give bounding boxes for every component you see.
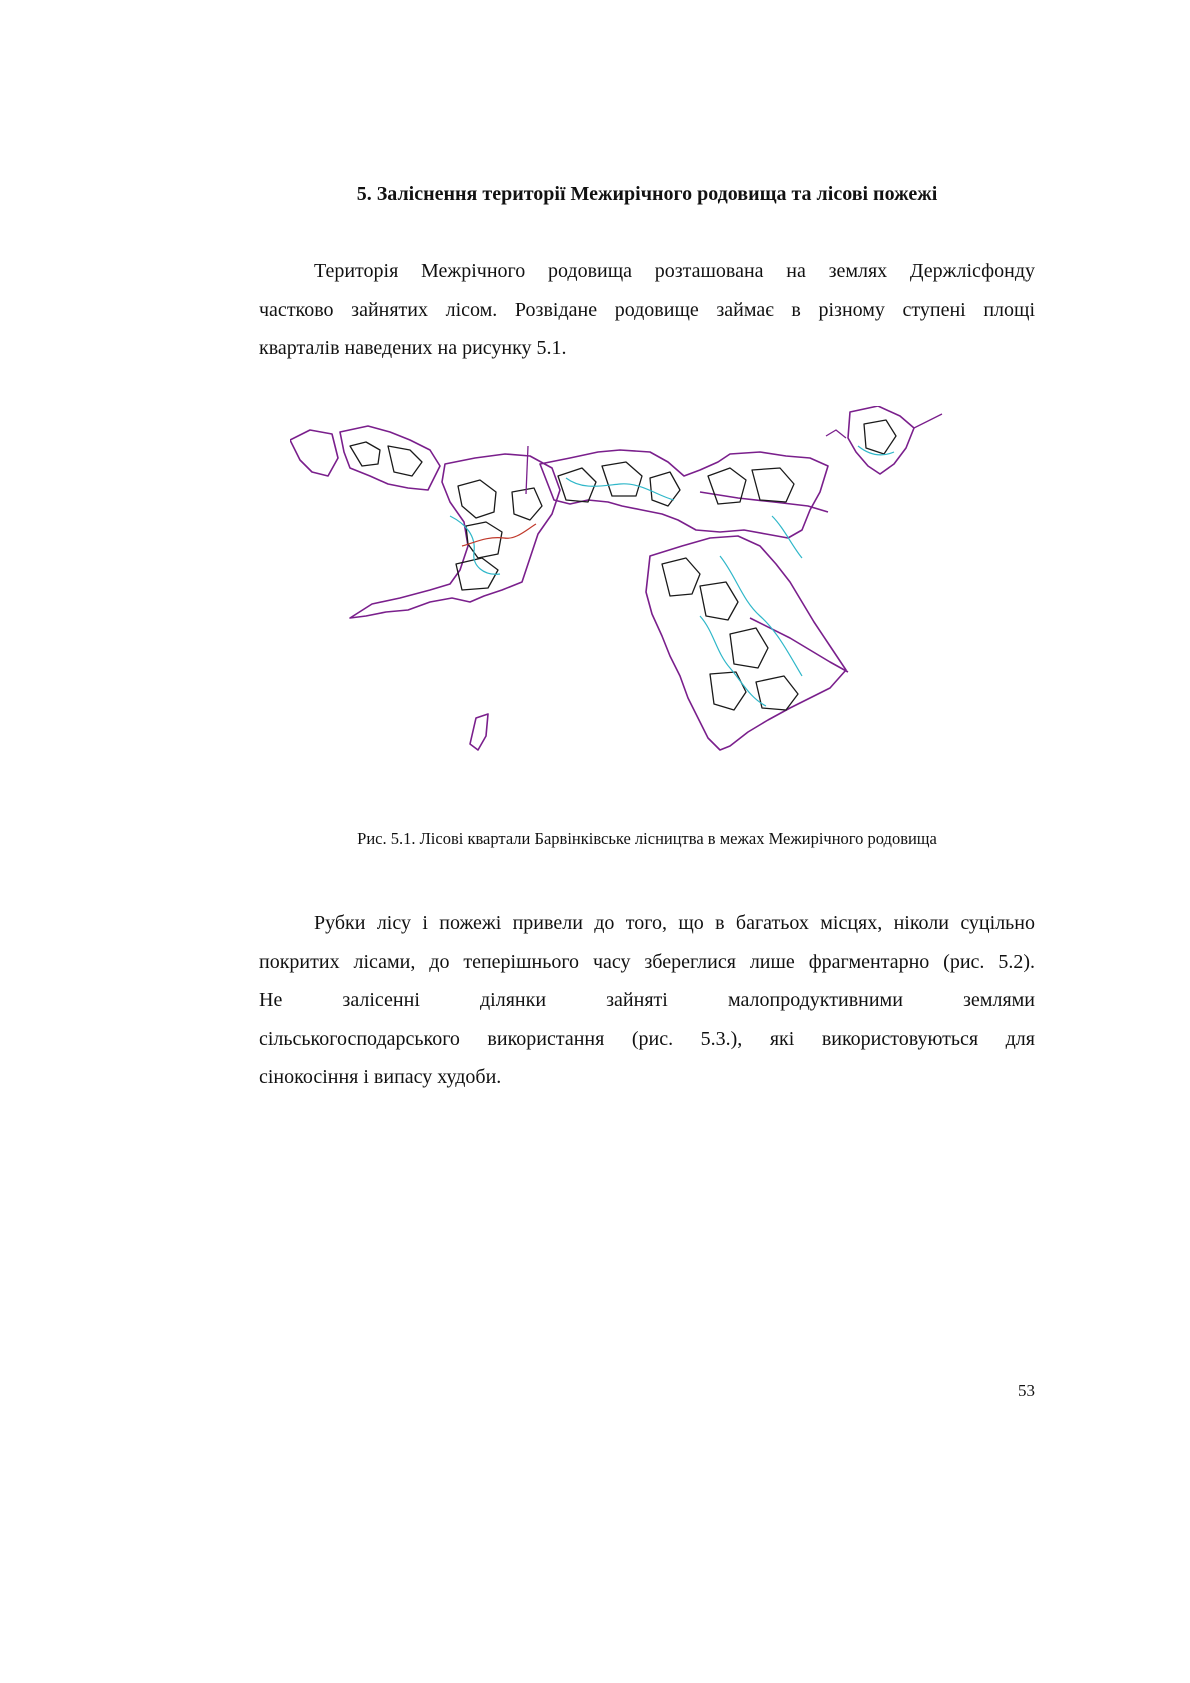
- map-parcel-northeast: [848, 406, 914, 474]
- map-tail-line: [826, 430, 846, 438]
- figure-caption: Рис. 5.1. Лісові квартали Барвінківське лісництва в межах Межирічного родовища: [357, 829, 937, 848]
- paragraph-line: сільськогосподарського використання (рис. 5.3.), які використовуються для: [259, 1027, 1035, 1050]
- map-contour: [662, 558, 700, 596]
- page-number: 53: [1018, 1381, 1035, 1400]
- paragraph-line: кварталів наведених на рисунку 5.1.: [259, 337, 567, 359]
- map-boundary-lines: [290, 406, 914, 750]
- map-tail-line: [914, 414, 942, 428]
- paragraph-line: покритих лісами, до теперішнього часу збереглися лише фрагментарно (рис. 5.2).: [259, 950, 1035, 973]
- map-road-lines: [462, 524, 536, 546]
- map-stream-lines: [450, 446, 894, 706]
- map-parcel-west: [290, 430, 338, 476]
- map-spur-line: [526, 446, 528, 494]
- map-contour: [512, 488, 542, 520]
- map-contour: [388, 446, 422, 476]
- section-title: 5. Заліснення території Межирічного родовища та лісові пожежі: [356, 183, 938, 205]
- map-stream: [720, 556, 802, 676]
- map-contour: [466, 522, 502, 558]
- paragraph-forests: [259, 904, 1035, 1097]
- map-contour: [730, 628, 768, 668]
- map-contour: [708, 468, 746, 504]
- map-parcel-central-west: [350, 454, 560, 618]
- map-boundary-diagonal: [700, 492, 828, 512]
- map-parcel-central: [540, 450, 828, 538]
- map-contour: [650, 472, 680, 506]
- map-contour: [700, 582, 738, 620]
- map-parcel-northwest: [340, 426, 440, 490]
- paragraph-line: Не залісенні ділянки зайняті малопродуктивними землями: [259, 989, 1035, 1011]
- paragraph-line: сінокосіння і випасу худоби.: [259, 1066, 502, 1088]
- paragraph-line: частково зайнятих лісом. Розвідане родовище займає в різному ступені площі: [259, 298, 1035, 321]
- map-parcel-southeast: [646, 536, 846, 750]
- map-road: [462, 524, 536, 546]
- map-contour: [350, 442, 380, 466]
- map-contour: [602, 462, 642, 496]
- map-parcel-south-small: [470, 714, 488, 750]
- map-contour: [756, 676, 798, 710]
- map-stream: [772, 516, 802, 558]
- map-contour: [864, 420, 896, 454]
- map-boundary-southeast-edge: [750, 618, 848, 672]
- forest-quarters-map: [290, 406, 1010, 814]
- paragraph-line: Територія Межрічного родовища розташована на землях Держлісфонду: [314, 260, 1035, 282]
- map-contour: [710, 672, 746, 710]
- map-contour: [458, 480, 496, 518]
- map-contour: [752, 468, 794, 502]
- map-contour-lines: [350, 420, 896, 710]
- paragraph-line: Рубки лісу і пожежі привели до того, що в багатьох місцях, ніколи суцільно: [314, 912, 1035, 934]
- paragraph-intro: [259, 252, 1035, 368]
- map-contour: [558, 468, 596, 502]
- map-stream: [566, 478, 674, 500]
